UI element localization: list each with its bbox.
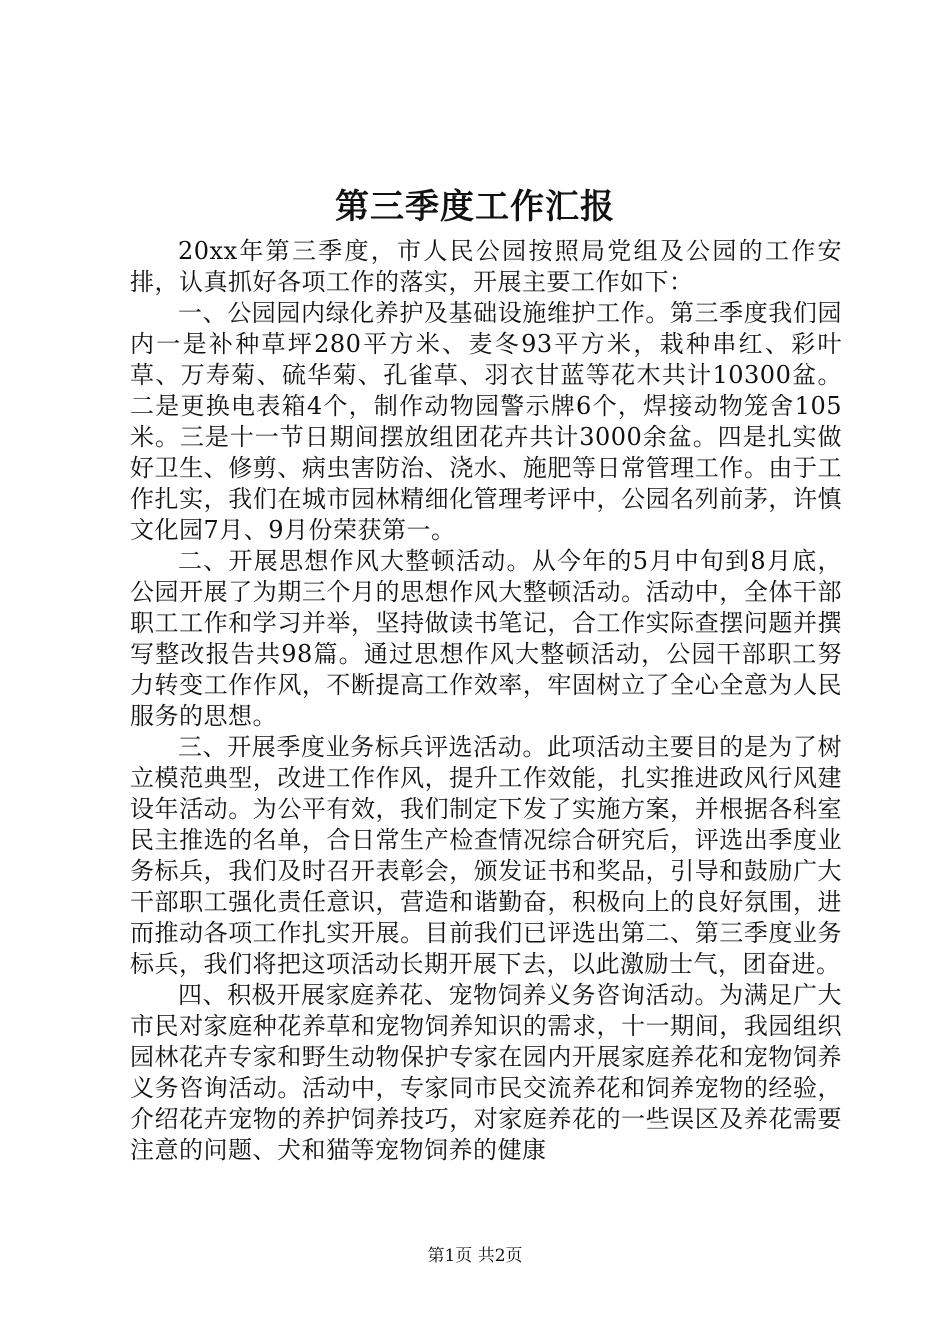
- paragraph-intro: 20xx年第三季度，市人民公园按照局党组及公园的工作安排，认真抓好各项工作的落实，开展主要工作如下：: [130, 237, 842, 296]
- document-title: 第三季度工作汇报: [335, 187, 615, 227]
- paragraph-greening-maintenance: 一、公园园内绿化养护及基础设施维护工作。第三季度我们园内一是补种草坪280平方米、麦冬93平方米，栽种串红、彩叶草、万寿菊、硫华菊、孔雀草、羽衣甘蓝等花木共计10300盆。二是更换电表箱4个，制作动物园警示牌6个，焊接动物笼舍105米。三是十一节日期间摆放组团花卉共计3000余盆。四是扎实做好卫生、修剪、病虫害防治、浇水、施肥等日常管理工作。由于工作扎实，我们在城市园林精细化管理考评中，公园名列前茅，许慎文化园7月、9月份荣获第一。: [130, 299, 842, 544]
- page-number-footer: 第1页 共2页: [427, 1246, 523, 1266]
- paragraph-consultation-activity: 四、积极开展家庭养花、宠物饲养义务咨询活动。为满足广大市民对家庭种花养草和宠物饲养知识的需求，十一期间，我园组织园林花卉专家和野生动物保护专家在园内开展家庭养花和宠物饲养义务咨询活动。活动中，专家同市民交流养花和饲养宠物的经验，介绍花卉宠物的养护饲养技巧，对家庭养花的一些误区及养花需要注意的问题、犬和猫等宠物饲养的健康: [130, 981, 842, 1164]
- paragraph-work-style-rectification: 二、开展思想作风大整顿活动。从今年的5月中旬到8月底，公园开展了为期三个月的思想作风大整顿活动。活动中，全体干部职工工作和学习并举，坚持做读书笔记，合工作实际查摆问题并撰写整改报告共98篇。通过思想作风大整顿活动，公园干部职工努力转变工作作风，不断提高工作效率，牢固树立了全心全意为人民服务的思想。: [130, 547, 842, 730]
- paragraph-business-model-selection: 三、开展季度业务标兵评选活动。此项活动主要目的是为了树立模范典型，改进工作作风，提升工作效能，扎实推进政风行风建设年活动。为公平有效，我们制定下发了实施方案，并根据各科室民主推选的名单，合日常生产检查情况综合研究后，评选出季度业务标兵，我们及时召开表彰会，颁发证书和奖品，引导和鼓励广大干部职工强化责任意识，营造和谐勤奋，积极向上的良好氛围，进而推动各项工作扎实开展。目前我们已评选出第二、第三季度业务标兵，我们将把这项活动长期开展下去，以此激励士气，团奋进。: [130, 733, 842, 978]
- document-body: [130, 236, 842, 1166]
